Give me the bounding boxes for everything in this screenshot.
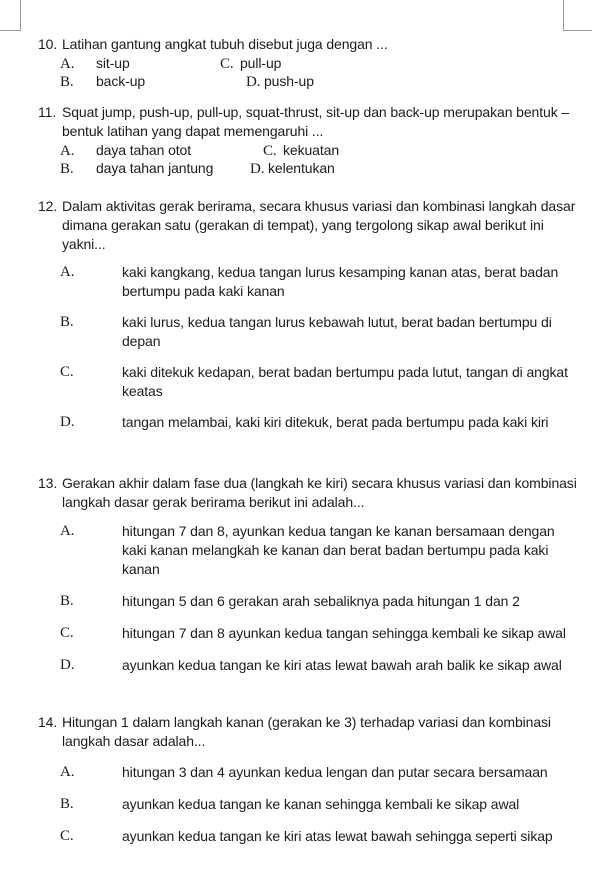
option-row (38, 54, 578, 72)
question-number: 12. (38, 198, 58, 214)
option-a[interactable]: A. daya tahan otot (60, 142, 192, 159)
question-stem (38, 474, 578, 512)
corner-mark-left (0, 0, 21, 31)
question-stem (38, 103, 578, 141)
question-text: Latihan gantung angkat tubuh disebut juga dengan ... (62, 36, 388, 52)
option-b[interactable]: B. kaki lurus, kedua tangan lurus kebawah lutut, berat badan bertumpu di depan (60, 314, 552, 349)
option-b[interactable]: B. daya tahan jantung (60, 160, 214, 177)
option-d[interactable]: D. push-up (246, 73, 314, 90)
question-text: Dalam aktivitas gerak berirama, secara khusus variasi dan kombinasi langkah dasar dimana gerakan satu (gerakan di tempat), yang tergolong sikap awal berikut ini yakni... (62, 198, 576, 252)
option-row (38, 141, 578, 159)
question-text: Hitungan 1 dalam langkah kanan (gerakan ke 3) terhadap variasi dan kombinasi langkah dasar adalah... (62, 714, 551, 749)
question-text: Gerakan akhir dalam fase dua (langkah ke kiri) secara khusus variasi dan kombinasi langkah dasar gerak berirama berikut ini adalah... (62, 475, 577, 510)
question-number: 13. (38, 475, 58, 491)
option-row (38, 72, 578, 90)
question-text: Squat jump, push-up, pull-up, squat-thrust, sit-up dan back-up merupakan bentuk – bentuk latihan yang dapat memengaruhi ... (62, 104, 570, 139)
option-c[interactable]: C. ayunkan kedua tangan ke kiri atas lewat bawah sehingga seperti sikap (60, 828, 553, 844)
option-b[interactable]: B. hitungan 5 dan 6 gerakan arah sebaliknya pada hitungan 1 dan 2 (60, 593, 520, 609)
option-c[interactable]: C. kaki ditekuk kedapan, berat badan bertumpu pada lutut, tangan di angkat keatas (60, 364, 568, 399)
option-row (38, 159, 578, 177)
corner-mark-right (563, 0, 592, 31)
question-stem (38, 197, 578, 254)
question-10 (38, 35, 578, 90)
option-d[interactable]: D. tangan melambai, kaki kiri ditekuk, berat pada bertumpu pada kaki kiri (60, 414, 549, 430)
question-number: 11. (38, 104, 57, 120)
option-a[interactable]: A. kaki kangkang, kedua tangan lurus kesamping kanan atas, berat badan bertumpu pada kaki kanan (60, 264, 559, 299)
option-a[interactable]: A. hitungan 3 dan 4 ayunkan kedua lengan dan putar secara bersamaan (60, 764, 548, 780)
option-d[interactable]: D. kelentukan (250, 160, 335, 177)
question-number: 10. (38, 36, 58, 52)
option-d[interactable]: D. ayunkan kedua tangan ke kiri atas lewat bawah arah balik ke sikap awal (60, 657, 562, 673)
option-a[interactable]: A. hitungan 7 dan 8, ayunkan kedua tangan ke kanan bersamaan dengan kaki kanan melangkah ke kanan dan berat badan bertumpu pada kaki kanan (60, 523, 555, 577)
option-b[interactable]: B. ayunkan kedua tangan ke kanan sehingga kembali ke sikap awal (60, 796, 520, 812)
option-c[interactable]: C. pull-up (220, 55, 282, 72)
question-number: 14. (38, 714, 58, 730)
option-a[interactable]: A. sit-up (60, 55, 130, 72)
question-12 (38, 197, 578, 432)
option-b[interactable]: B. back-up (60, 73, 146, 90)
question-14 (38, 713, 578, 846)
question-stem (38, 35, 578, 54)
option-c[interactable]: C. kekuatan (263, 142, 340, 159)
question-11 (38, 103, 578, 177)
question-stem (38, 713, 578, 751)
question-13 (38, 474, 578, 675)
option-c[interactable]: C. hitungan 7 dan 8 ayunkan kedua tangan sehingga kembali ke sikap awal (60, 625, 566, 641)
